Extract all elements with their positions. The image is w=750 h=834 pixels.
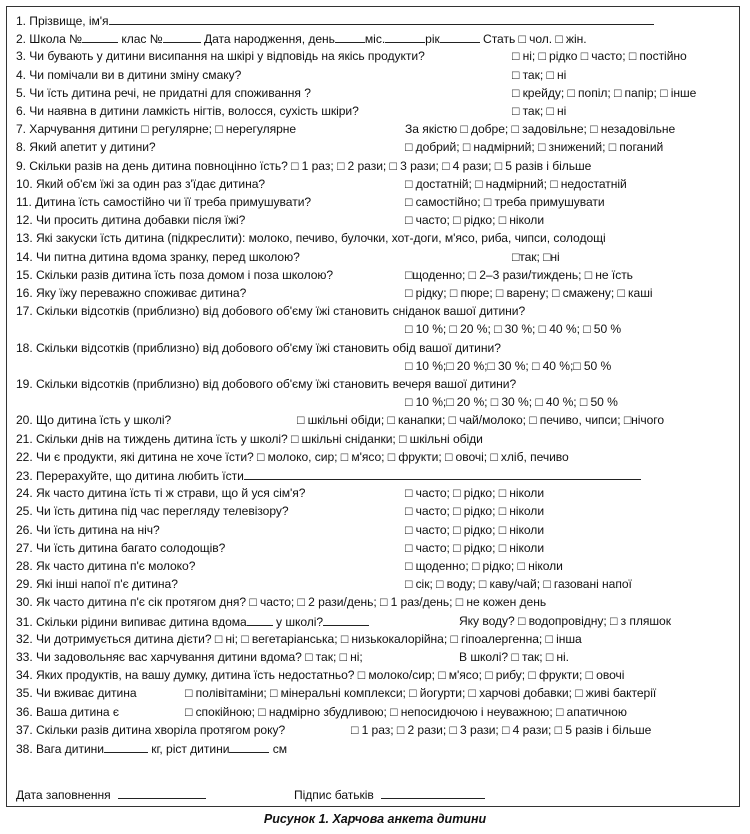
answer-options[interactable]: □ крейду; □ попіл; □ папір; □ інше: [512, 85, 697, 100]
answer-blank[interactable]: [163, 31, 201, 43]
question-text: 18. Скільки відсотків (приблизно) від добового об'єму їжі становить обід вашої дитини?: [16, 340, 501, 355]
question-line: [16, 341, 501, 356]
question-line: [16, 668, 624, 683]
question-line: [16, 304, 525, 319]
question-text: 25. Чи їсть дитина під час перегляду телевізору?: [16, 504, 289, 519]
question-text: 28. Як часто дитина п'є молоко?: [16, 559, 196, 573]
question-text: 22. Чи є продукти, які дитина не хоче їсти? □ молоко, сир; □ м'ясо; □ фрукти; □ овочі; □ хліб, печиво: [16, 449, 569, 464]
question-line: [16, 249, 560, 265]
question-line: [16, 213, 545, 228]
answer-options[interactable]: □ так; □ ні: [512, 67, 567, 82]
question-text: 14. Чи питна дитина вдома зранку, перед школою?: [16, 249, 300, 264]
question-text: 27. Чи їсть дитина багато солодощів?: [16, 540, 226, 555]
answer-options[interactable]: □ часто; □ рідко; □ ніколи: [405, 213, 545, 228]
question-text: 17. Скільки відсотків (приблизно) від добового об'єму їжі становить сніданок вашої дитини?: [16, 304, 526, 319]
question-text: 32. Чи дотримується дитина дієти? □ ні; □ вегетаріанська; □ низькокалорійна; □ гіпоалергенна; □ інша: [16, 631, 582, 646]
question-text: 15. Скільки разів дитина їсть поза домом і поза школою?: [16, 267, 334, 282]
answer-options[interactable]: □ рідку; □ пюре; □ варену; □ смажену; □ каші: [405, 286, 653, 300]
answer-blank[interactable]: [440, 31, 480, 43]
answer-options[interactable]: Яку воду? □ водопровідну; □ з пляшок: [459, 613, 671, 628]
answer-blank[interactable]: [244, 468, 641, 480]
question-line: [16, 85, 697, 101]
question-text: 31. Скільки рідини випиває дитина вдома: [16, 614, 247, 629]
question-text: 4. Чи помічали ви в дитини зміну смаку?: [16, 67, 242, 82]
question-line: [16, 486, 545, 501]
question-text: 2. Школа №: [16, 32, 83, 47]
question-text: 26. Чи їсть дитина на ніч?: [16, 522, 160, 537]
question-text: см: [269, 742, 287, 756]
answer-options[interactable]: □ полівітаміни; □ мінеральні комплекси; □ йогурти; □ харчові добавки; □ живі бактерії: [185, 686, 657, 701]
question-line: [16, 195, 605, 210]
fill-date-blank[interactable]: [118, 787, 206, 799]
question-text: 8. Який апетит у дитини?: [16, 140, 156, 155]
question-line: [16, 31, 587, 47]
question-text: 20. Що дитина їсть у школі?: [16, 413, 172, 428]
question-text: 21. Скільки днів на тиждень дитина їсть у школі? □ шкільні сніданки; □ шкільні обіди: [16, 431, 483, 446]
question-text: 7. Харчування дитини □ регулярне; □ нерегулярне: [16, 122, 297, 137]
question-line: [16, 595, 546, 610]
question-text: 36. Ваша дитина є: [16, 704, 119, 719]
parent-signature-label: Підпис батьків: [294, 788, 374, 802]
question-text: у школі?: [272, 614, 324, 629]
question-text: кг, ріст дитини: [148, 742, 230, 756]
question-line: [16, 468, 641, 484]
question-text: 16. Яку їжу переважно споживає дитина?: [16, 286, 247, 300]
question-line: [16, 686, 657, 701]
question-text: рік: [425, 32, 440, 47]
question-text: клас №: [118, 32, 163, 47]
answer-options[interactable]: □ 10 %;□ 20 %; □ 30 %; □ 40 %; □ 50 %: [405, 395, 618, 410]
question-line: [16, 104, 567, 119]
question-text: 9. Скільки разів на день дитина повноцінно їсть? □ 1 раз; □ 2 рази; □ 3 рази; □ 4 рази; □ 5 разів і більше: [16, 158, 592, 173]
question-text: 35. Чи вживає дитина: [16, 686, 137, 701]
answer-options[interactable]: □ самостійно; □ треба примушувати: [405, 195, 605, 209]
question-line: [16, 450, 569, 465]
figure-caption: Рисунок 1. Харчова анкета дитини: [263, 812, 487, 826]
question-line: [16, 67, 567, 83]
question-line: [16, 650, 569, 665]
answer-blank[interactable]: [335, 31, 365, 43]
question-line: [16, 13, 654, 29]
question-text: 24. Як часто дитина їсть ті ж страви, що й уся сім'я?: [16, 486, 306, 501]
answer-options[interactable]: □ достатній; □ надмірний; □ недостатній: [405, 176, 627, 191]
answer-options[interactable]: □ так; □ ні: [512, 104, 567, 118]
answer-options[interactable]: □ часто; □ рідко; □ ніколи: [405, 540, 545, 555]
question-line: [16, 722, 652, 738]
answer-blank[interactable]: [247, 614, 273, 626]
question-text: 11. Дитина їсть самостійно чи її треба примушувати?: [16, 195, 312, 209]
answer-options[interactable]: □ спокійною; □ надмірно збудливою; □ непосидючою і неуважною; □ апатичною: [185, 704, 627, 719]
parent-signature-blank[interactable]: [381, 787, 485, 799]
question-line: [16, 49, 687, 64]
question-text: 29. Які інші напої п'є дитина?: [16, 577, 178, 592]
question-text: 30. Як часто дитина п'є сік протягом дня? □ часто; □ 2 рази/день; □ 1 раз/день; □ не кожен день: [16, 595, 547, 610]
answer-blank[interactable]: [109, 13, 654, 25]
answer-options[interactable]: □ щоденно; □ рідко; □ ніколи: [405, 559, 563, 573]
question-line: [16, 504, 545, 519]
answer-options[interactable]: □ 1 раз; □ 2 рази; □ 3 рази; □ 4 рази; □ 5 разів і більше: [351, 722, 652, 737]
question-text: міс.: [364, 32, 386, 47]
answer-options[interactable]: □ часто; □ рідко; □ ніколи: [405, 486, 545, 501]
question-text: 23. Перерахуйте, що дитина любить їсти: [16, 469, 244, 483]
question-line: [16, 159, 591, 174]
question-text: 5. Чи їсть дитина речі, не придатні для споживання ?: [16, 85, 311, 100]
answer-options[interactable]: □ ні; □ рідко □ часто; □ постійно: [512, 49, 687, 64]
answer-blank[interactable]: [229, 741, 269, 753]
question-line: [16, 176, 627, 192]
answer-blank[interactable]: [385, 31, 425, 43]
fill-date-label: Дата заповнення: [16, 788, 111, 802]
answer-options[interactable]: □ добрий; □ надмірний; □ знижений; □ поганий: [405, 140, 664, 155]
question-line: [16, 522, 545, 538]
question-text: 33. Чи задовольняє вас харчування дитини вдома? □ так; □ ні;: [16, 650, 363, 664]
question-line: [16, 632, 582, 647]
question-line: [16, 231, 606, 246]
question-line: [16, 704, 627, 720]
answer-blank[interactable]: [104, 741, 148, 753]
question-line: [16, 559, 563, 574]
answer-options[interactable]: □ 10 %; □ 20 %; □ 30 %; □ 40 %; □ 50 %: [405, 322, 622, 337]
question-line: [16, 432, 483, 447]
question-line: [16, 377, 516, 392]
answer-blank[interactable]: [323, 614, 369, 626]
question-line: [16, 286, 653, 301]
answer-options[interactable]: За якістю □ добре; □ задовільне; □ незадовільне: [405, 122, 676, 137]
answer-options[interactable]: □ часто; □ рідко; □ ніколи: [405, 522, 545, 537]
answer-options[interactable]: □ 10 %;□ 20 %;□ 30 %; □ 40 %;□ 50 %: [405, 358, 612, 373]
question-line: [16, 413, 665, 428]
question-text: 6. Чи наявна в дитини ламкість нігтів, волосся, сухість шкіри?: [16, 104, 359, 118]
footer-row: [16, 787, 374, 803]
question-text: 37. Скільки разів дитина хворіла протягом року?: [16, 722, 286, 737]
question-line: [16, 577, 632, 592]
question-text: 12. Чи просить дитина добавки після їжі?: [16, 213, 246, 228]
question-text: 13. Які закуски їсть дитина (підкреслити): молоко, печиво, булочки, хот-доги, м'ясо, риба, чипси, солодощі: [16, 231, 606, 246]
question-text: 38. Вага дитини: [16, 742, 104, 756]
question-line: [16, 741, 287, 757]
question-text: Дата народження, день: [200, 32, 335, 47]
question-line: [16, 613, 671, 630]
answer-options[interactable]: □ сік; □ воду; □ каву/чай; □ газовані напої: [405, 577, 632, 592]
question-text: 19. Скільки відсотків (приблизно) від добового об'єму їжі становить вечеря вашої дитини?: [16, 377, 517, 391]
question-text: 34. Яких продуктів, на вашу думку, дитина їсть недостатньо? □ молоко/сир; □ м'ясо; □ рибу; □ фрукти; □ овочі: [16, 668, 625, 683]
question-text: 10. Який об'єм їжі за один раз з'їдає дитина?: [16, 176, 266, 191]
answer-options[interactable]: □так; □ні: [512, 249, 560, 264]
answer-options[interactable]: □ шкільні обіди; □ канапки; □ чай/молоко; □ печиво, чипси; □нічого: [297, 413, 665, 428]
question-text: Стать □ чол. □ жін.: [479, 32, 587, 47]
question-line: [16, 267, 633, 283]
question-text: 3. Чи бувають у дитини висипання на шкірі у відповідь на якісь продукти?: [16, 49, 425, 64]
question-line: [16, 122, 676, 137]
answer-options[interactable]: В школі? □ так; □ ні.: [459, 650, 569, 664]
answer-options[interactable]: □ часто; □ рідко; □ ніколи: [405, 504, 545, 519]
question-line: [16, 540, 545, 556]
answer-blank[interactable]: [82, 31, 118, 43]
answer-options[interactable]: □щоденно; □ 2–3 рази/тиждень; □ не їсть: [405, 267, 633, 282]
question-text: 1. Прізвище, ім'я: [16, 14, 109, 28]
question-line: [16, 140, 664, 155]
signature-group: [294, 787, 485, 803]
